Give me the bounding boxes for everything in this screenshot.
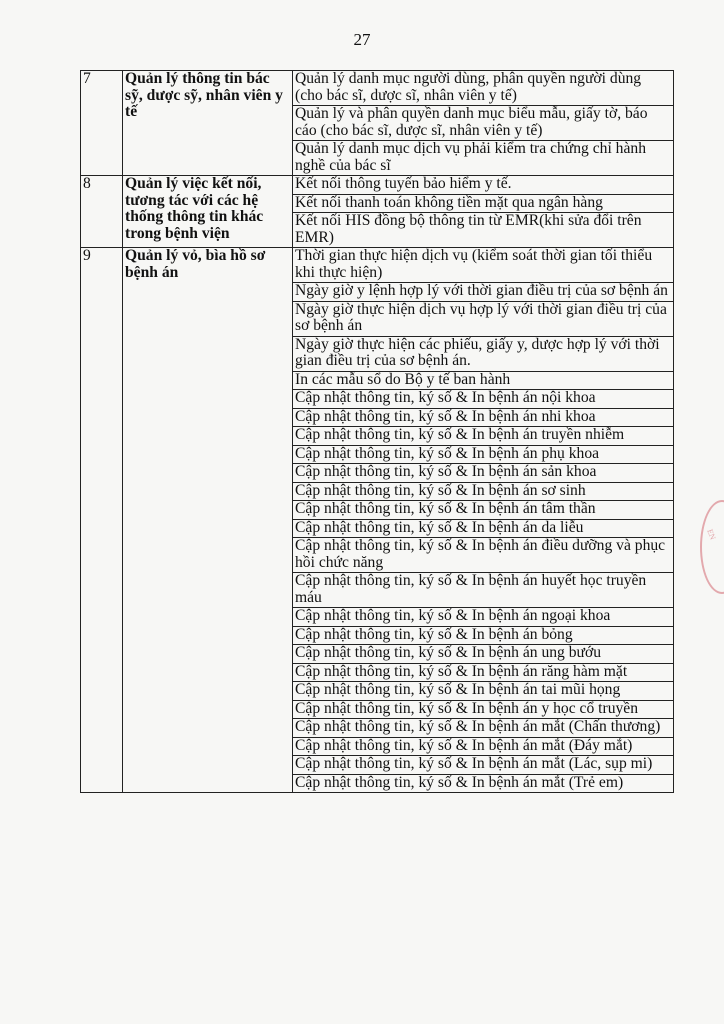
table-row bbox=[81, 248, 674, 283]
requirement-item: Quản lý danh mục dịch vụ phải kiểm tra chứng chỉ hành nghề của bác sĩ bbox=[293, 141, 674, 176]
requirement-item: Cập nhật thông tin, ký số & In bệnh án da liễu bbox=[293, 519, 674, 538]
stamp-text: EN bbox=[705, 527, 718, 542]
section-title: Quản lý thông tin bác sỹ, dược sỹ, nhân viên y tế bbox=[123, 71, 293, 176]
section-title: Quản lý vỏ, bìa hồ sơ bệnh án bbox=[123, 248, 293, 793]
section-number: 9 bbox=[81, 248, 123, 793]
requirement-item: Cập nhật thông tin, ký số & In bệnh án nội khoa bbox=[293, 390, 674, 409]
requirement-item: Cập nhật thông tin, ký số & In bệnh án điều dưỡng và phục hồi chức năng bbox=[293, 538, 674, 573]
requirement-item: Ngày giờ y lệnh hợp lý với thời gian điều trị của sơ bệnh án bbox=[293, 283, 674, 302]
requirement-item: Ngày giờ thực hiện dịch vụ hợp lý với thời gian điều trị của sơ bệnh án bbox=[293, 301, 674, 336]
requirement-item: Cập nhật thông tin, ký số & In bệnh án phụ khoa bbox=[293, 445, 674, 464]
section-title: Quản lý việc kết nối, tương tác với các hệ thống thông tin khác trong bệnh viện bbox=[123, 176, 293, 248]
requirement-item: Thời gian thực hiện dịch vụ (kiểm soát thời gian tối thiểu khi thực hiện) bbox=[293, 248, 674, 283]
requirement-item: Cập nhật thông tin, ký số & In bệnh án huyết học truyền máu bbox=[293, 573, 674, 608]
requirement-item: Cập nhật thông tin, ký số & In bệnh án ngoại khoa bbox=[293, 608, 674, 627]
requirement-item: Cập nhật thông tin, ký số & In bệnh án mắt (Chấn thương) bbox=[293, 719, 674, 738]
requirement-item: Cập nhật thông tin, ký số & In bệnh án mắt (Lác, sụp mi) bbox=[293, 756, 674, 775]
requirements-table bbox=[80, 70, 674, 793]
section-number: 7 bbox=[81, 71, 123, 176]
requirement-item: Kết nối HIS đồng bộ thông tin từ EMR(khi sửa đổi trên EMR) bbox=[293, 213, 674, 248]
requirement-item: Ngày giờ thực hiện các phiếu, giấy y, dược hợp lý với thời gian điều trị của sơ bệnh án. bbox=[293, 336, 674, 371]
requirement-item: Cập nhật thông tin, ký số & In bệnh án sản khoa bbox=[293, 464, 674, 483]
page-number: 27 bbox=[353, 30, 371, 49]
red-stamp bbox=[700, 500, 724, 594]
table-row bbox=[81, 176, 674, 195]
requirement-item: Quản lý danh mục người dùng, phân quyền người dùng (cho bác sĩ, dược sĩ, nhân viên y tế) bbox=[293, 71, 674, 106]
requirement-item: Cập nhật thông tin, ký số & In bệnh án tai mũi họng bbox=[293, 682, 674, 701]
requirement-item: Cập nhật thông tin, ký số & In bệnh án sơ sinh bbox=[293, 482, 674, 501]
requirement-item: Cập nhật thông tin, ký số & In bệnh án răng hàm mặt bbox=[293, 663, 674, 682]
requirement-item: In các mẫu sổ do Bộ y tế ban hành bbox=[293, 371, 674, 390]
requirement-item: Cập nhật thông tin, ký số & In bệnh án tâm thần bbox=[293, 501, 674, 520]
requirement-item: Cập nhật thông tin, ký số & In bệnh án nhi khoa bbox=[293, 408, 674, 427]
requirement-item: Cập nhật thông tin, ký số & In bệnh án mắt (Trẻ em) bbox=[293, 774, 674, 793]
requirement-item: Cập nhật thông tin, ký số & In bệnh án bỏng bbox=[293, 626, 674, 645]
requirement-item: Cập nhật thông tin, ký số & In bệnh án y học cổ truyền bbox=[293, 700, 674, 719]
requirement-item: Kết nối thông tuyến bảo hiểm y tế. bbox=[293, 176, 674, 195]
section-number: 8 bbox=[81, 176, 123, 248]
table-row bbox=[81, 71, 674, 106]
requirement-item: Kết nối thanh toán không tiền mặt qua ngân hàng bbox=[293, 194, 674, 213]
requirement-item: Cập nhật thông tin, ký số & In bệnh án truyền nhiễm bbox=[293, 427, 674, 446]
requirement-item: Cập nhật thông tin, ký số & In bệnh án mắt (Đáy mắt) bbox=[293, 737, 674, 756]
requirement-item: Cập nhật thông tin, ký số & In bệnh án ung bướu bbox=[293, 645, 674, 664]
requirement-item: Quản lý và phân quyền danh mục biểu mẫu, giấy tờ, báo cáo (cho bác sĩ, dược sĩ, nhân viên y tế) bbox=[293, 106, 674, 141]
